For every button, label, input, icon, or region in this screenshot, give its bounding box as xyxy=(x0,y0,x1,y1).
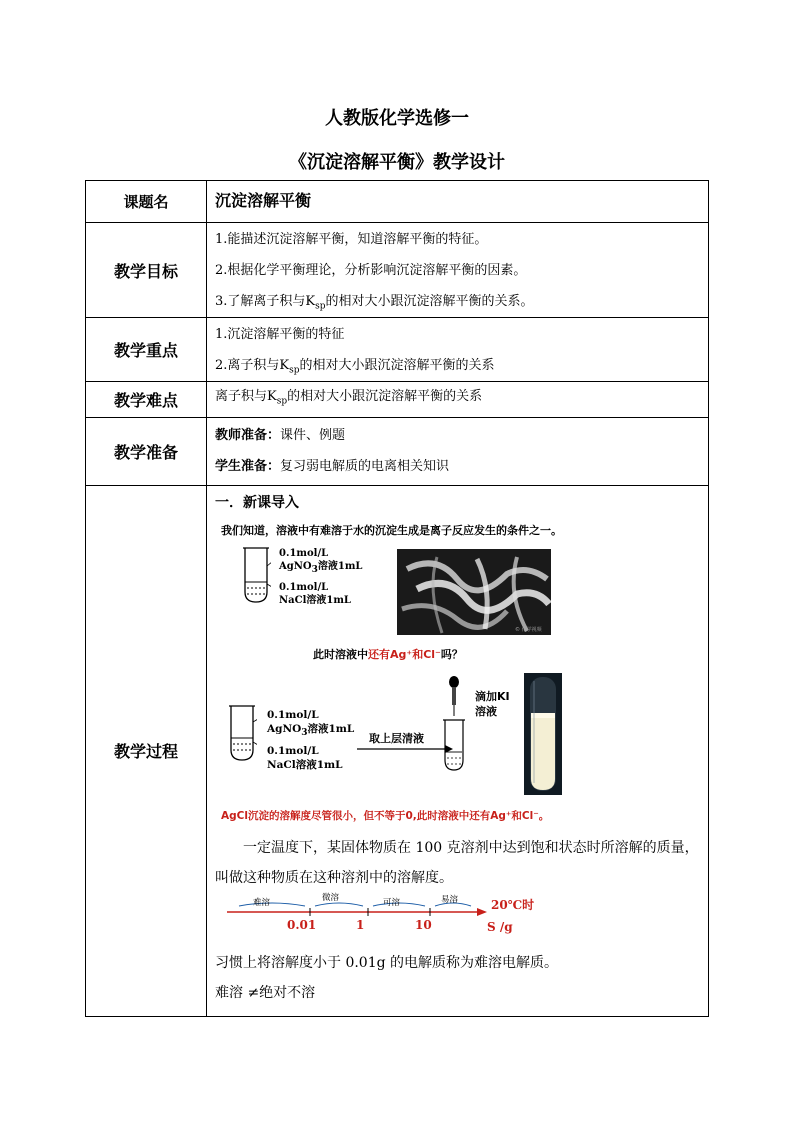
question-text xyxy=(313,646,463,662)
document-subtitle: 《沉淀溶解平衡》教学设计 xyxy=(289,152,505,173)
intro-text: 我们知道，溶液中有难溶于水的沉淀生成是离子反应发生的条件之一。 xyxy=(221,523,562,537)
goal-item-3 xyxy=(215,286,700,317)
prep-content xyxy=(207,417,709,485)
tube-2-labels xyxy=(267,708,354,772)
question-post: 吗？ xyxy=(440,647,463,661)
goal-item-2: 2.根据化学平衡理论，分析影响沉淀溶解平衡的因素。 xyxy=(215,262,527,278)
prep-student-label: 学生准备： xyxy=(215,459,281,475)
difficulty-pre: 离子积与K xyxy=(215,389,277,404)
section-heading: 一．新课导入 xyxy=(215,494,299,511)
goal-item-3-sub: sp xyxy=(315,301,326,312)
scale-tick-2: 1 xyxy=(356,917,365,932)
goal-item-3-post: 的相对大小跟沉淀溶解平衡的关系。 xyxy=(325,293,534,309)
precipitate-photo xyxy=(397,549,551,635)
tube-2-l3: 0.1mol/L xyxy=(267,744,319,757)
row-focus xyxy=(86,318,709,382)
arrow-label: 取上层清液 xyxy=(369,731,424,745)
tube-2-l1: 0.1mol/L xyxy=(267,708,319,721)
focus-item-2-sub: sp xyxy=(289,365,300,376)
tube-1-l1: 0.1mol/L xyxy=(279,547,329,559)
process-content xyxy=(207,485,709,1016)
prep-teacher-label: 教师准备： xyxy=(215,428,281,444)
insoluble-note: 难溶 ≠绝对不溶 xyxy=(215,984,316,1001)
dropper-label xyxy=(475,689,510,719)
row-goals xyxy=(86,223,709,318)
scale-temp: 20℃时 xyxy=(491,897,535,912)
insoluble-definition: 习惯上将溶解度小于 0.01g 的电解质称为难溶电解质。 xyxy=(215,954,559,971)
difficulty-label: 教学难点 xyxy=(86,382,207,418)
tube-2-l4: NaCl溶液1mL xyxy=(267,758,343,771)
goal-item-1: 1.能描述沉淀溶解平衡，知道溶解平衡的特征。 xyxy=(215,231,488,247)
difficulty-content xyxy=(207,382,709,418)
topic-text: 沉淀溶解平衡 xyxy=(215,190,312,210)
agi-tube-photo xyxy=(524,673,562,795)
question-red: 还有Ag⁺和Cl⁻ xyxy=(368,647,441,661)
tube-2-l2sub: 3 xyxy=(301,727,308,738)
tube-1-l2sub: 3 xyxy=(311,564,318,575)
prep-student-value: 复习弱电解质的电离相关知识 xyxy=(280,459,450,475)
tube-1-labels xyxy=(279,547,362,607)
scale-seg-3: 可溶 xyxy=(383,897,401,908)
lesson-plan-table xyxy=(85,180,709,1017)
process-label: 教学过程 xyxy=(86,485,207,1016)
tube-2-l2b: 溶液1mL xyxy=(307,722,355,735)
tube-1-l4: NaCl溶液1mL xyxy=(279,594,351,606)
tube-2-l2a: AgNO xyxy=(267,722,302,735)
right-arrow-icon xyxy=(357,744,453,754)
scale-seg-1: 难溶 xyxy=(253,897,271,908)
focus-content xyxy=(207,318,709,382)
tube-1-l3: 0.1mol/L xyxy=(279,581,329,593)
topic-value xyxy=(207,181,709,223)
prep-teacher xyxy=(215,420,700,451)
goal-item-3-pre: 3.了解离子积与K xyxy=(215,293,316,309)
difficulty-post: 的相对大小跟沉淀溶解平衡的关系 xyxy=(287,389,483,404)
tube-2-l2 xyxy=(267,722,354,740)
focus-item-2-post: 的相对大小跟沉淀溶解平衡的关系 xyxy=(299,357,495,373)
test-tube-1-icon xyxy=(241,546,271,606)
prep-student xyxy=(215,451,700,482)
solubility-definition: 一定温度下，某固体物质在 100 克溶剂中达到饱和状态时所溶解的质量，叫做这种物质在这种溶剂中的溶解度。 xyxy=(215,839,699,886)
dropper-label-2: 溶液 xyxy=(475,704,497,718)
dropper-tube-icon xyxy=(441,676,467,772)
dropper-label-1: 滴加KI xyxy=(475,689,510,703)
question-pre: 此时溶液中 xyxy=(313,647,368,661)
row-topic xyxy=(86,181,709,223)
scale-seg-4: 易溶 xyxy=(441,894,459,905)
prep-teacher-value: 课件、例题 xyxy=(280,428,346,444)
photo-caption: © 化学视频 xyxy=(515,626,542,633)
scale-unit: S /g xyxy=(487,919,513,934)
tube-1-l2a: AgNO xyxy=(279,560,312,572)
topic-label: 课题名 xyxy=(86,181,207,223)
scale-tick-1: 0.01 xyxy=(287,917,317,932)
document-title: 人教版化学选修一 xyxy=(325,108,469,129)
goals-content xyxy=(207,223,709,318)
goals-label: 教学目标 xyxy=(86,223,207,318)
focus-label: 教学重点 xyxy=(86,318,207,382)
test-tube-2-icon xyxy=(227,704,257,764)
row-difficulty xyxy=(86,382,709,418)
row-process xyxy=(86,485,709,1016)
tube-1-l2b: 溶液1mL xyxy=(317,560,363,572)
conclusion-text: AgCl沉淀的溶解度尽管很小，但不等于0,此时溶液中还有Ag⁺和Cl⁻。 xyxy=(221,809,550,822)
prep-label: 教学准备 xyxy=(86,417,207,485)
difficulty-sub: sp xyxy=(276,396,288,407)
focus-item-1: 1.沉淀溶解平衡的特征 xyxy=(215,326,345,342)
row-prep xyxy=(86,417,709,485)
scale-seg-2: 微溶 xyxy=(322,892,340,903)
tube-1-l2 xyxy=(279,560,362,577)
focus-item-2 xyxy=(215,350,700,381)
focus-item-2-pre: 2.离子积与K xyxy=(215,357,290,373)
scale-tick-3: 10 xyxy=(415,917,432,932)
